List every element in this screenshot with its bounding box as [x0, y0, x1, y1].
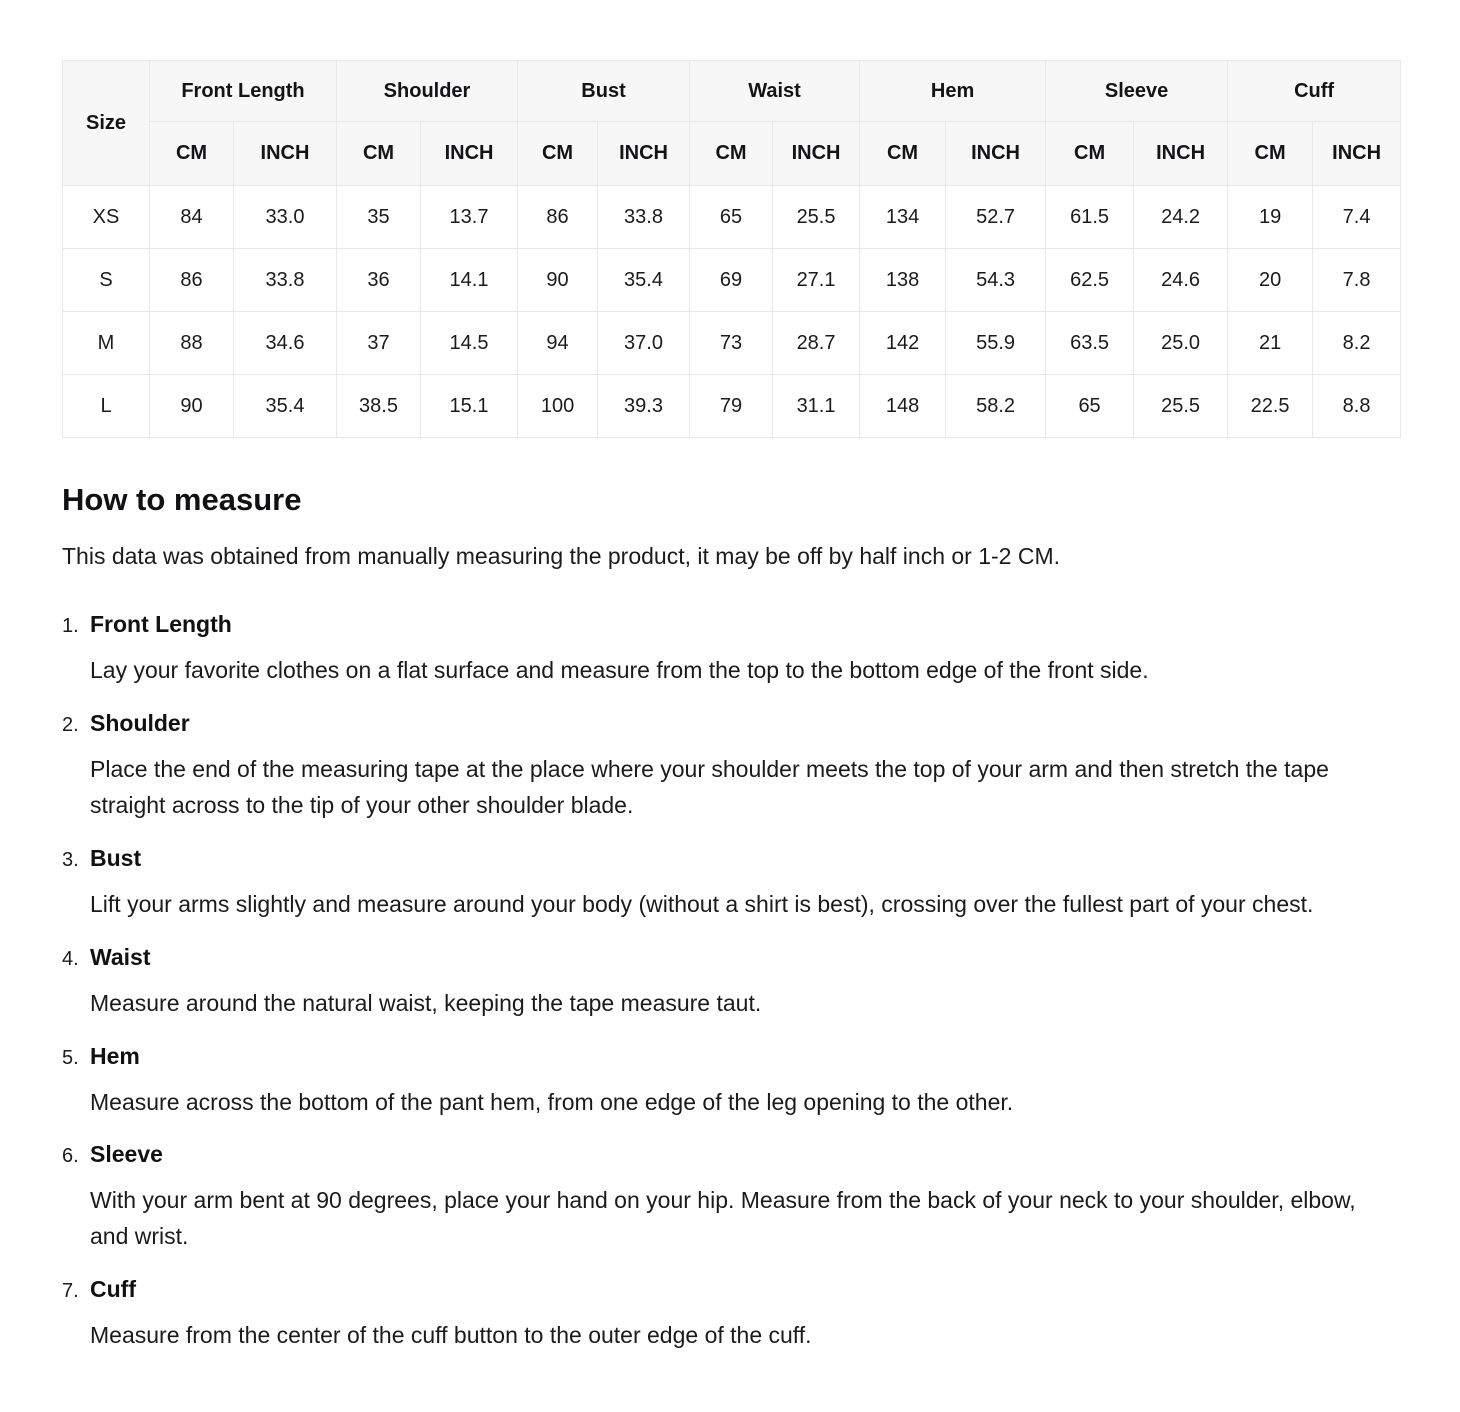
step-item-waist: [62, 942, 1400, 1022]
unit-header-sleeve-cm: CM: [1046, 122, 1134, 186]
unit-header-cuff-cm: CM: [1228, 122, 1313, 186]
step-item-cuff: [62, 1274, 1400, 1354]
unit-header-waist-cm: CM: [690, 122, 773, 186]
step-description: Lift your arms slightly and measure around your body (without a shirt is best), crossing over the fullest part of your chest.: [90, 890, 1314, 917]
step-item-sleeve: [62, 1139, 1400, 1255]
value-cell: 94: [518, 312, 598, 375]
value-cell: 19: [1228, 186, 1313, 249]
value-cell: 62.5: [1046, 249, 1134, 312]
group-header-front-length: Front Length: [150, 61, 337, 122]
value-cell: 69: [690, 249, 773, 312]
step-number: 3.: [62, 848, 79, 871]
size-cell: XS: [63, 186, 150, 249]
value-cell: 65: [1046, 375, 1134, 438]
value-cell: 33.8: [234, 249, 337, 312]
step-description: Measure across the bottom of the pant hem, from one edge of the leg opening to the other.: [90, 1088, 1014, 1115]
step-title: Front Length: [90, 611, 232, 638]
value-cell: 20: [1228, 249, 1313, 312]
value-cell: 33.8: [598, 186, 690, 249]
value-cell: 84: [150, 186, 234, 249]
value-cell: 36: [337, 249, 421, 312]
value-cell: 7.4: [1313, 186, 1401, 249]
table-row-xs: [63, 186, 1401, 249]
unit-header-sleeve-inch: INCH: [1134, 122, 1228, 186]
value-cell: 31.1: [773, 375, 860, 438]
value-cell: 15.1: [421, 375, 518, 438]
unit-header-cuff-inch: INCH: [1313, 122, 1401, 186]
unit-header-bust-cm: CM: [518, 122, 598, 186]
size-cell: L: [63, 375, 150, 438]
value-cell: 88: [150, 312, 234, 375]
value-cell: 22.5: [1228, 375, 1313, 438]
step-title: Waist: [90, 943, 151, 970]
unit-header-shoulder-cm: CM: [337, 122, 421, 186]
value-cell: 14.5: [421, 312, 518, 375]
step-description: Measure from the center of the cuff button to the outer edge of the cuff.: [90, 1322, 812, 1349]
table-row-l: [63, 375, 1401, 438]
step-number: 7.: [62, 1280, 79, 1303]
step-number: 2.: [62, 714, 79, 737]
step-item-bust: [62, 843, 1400, 923]
step-number: 4.: [62, 947, 79, 970]
value-cell: 58.2: [946, 375, 1046, 438]
step-description: Place the end of the measuring tape at the place where your shoulder meets the top of your arm and then stretch the tape straight across to the tip of your other shoulder blade.: [90, 756, 1329, 818]
unit-header-hem-cm: CM: [860, 122, 946, 186]
unit-header-bust-inch: INCH: [598, 122, 690, 186]
value-cell: 25.5: [773, 186, 860, 249]
size-column-header: Size: [63, 61, 150, 186]
value-cell: 27.1: [773, 249, 860, 312]
size-cell: M: [63, 312, 150, 375]
value-cell: 138: [860, 249, 946, 312]
group-header-shoulder: Shoulder: [337, 61, 518, 122]
step-item-hem: [62, 1041, 1400, 1121]
value-cell: 21: [1228, 312, 1313, 375]
step-title: Bust: [90, 844, 142, 871]
value-cell: 55.9: [946, 312, 1046, 375]
value-cell: 37.0: [598, 312, 690, 375]
size-chart-table: [62, 60, 1401, 438]
value-cell: 35.4: [234, 375, 337, 438]
step-number: 6.: [62, 1145, 79, 1168]
value-cell: 54.3: [946, 249, 1046, 312]
unit-header-row: [63, 122, 1401, 186]
size-cell: S: [63, 249, 150, 312]
value-cell: 33.0: [234, 186, 337, 249]
value-cell: 13.7: [421, 186, 518, 249]
group-header-sleeve: Sleeve: [1046, 61, 1228, 122]
value-cell: 7.8: [1313, 249, 1401, 312]
value-cell: 14.1: [421, 249, 518, 312]
value-cell: 8.8: [1313, 375, 1401, 438]
value-cell: 90: [150, 375, 234, 438]
how-to-measure-heading: How to measure: [62, 482, 302, 517]
step-description: With your arm bent at 90 degrees, place your hand on your hip. Measure from the back of your neck to your shoulder, elbow, and wrist.: [90, 1187, 1356, 1250]
unit-header-front-length-cm: CM: [150, 122, 234, 186]
value-cell: 63.5: [1046, 312, 1134, 375]
value-cell: 38.5: [337, 375, 421, 438]
value-cell: 39.3: [598, 375, 690, 438]
unit-header-front-length-inch: INCH: [234, 122, 337, 186]
intro-text: This data was obtained from manually measuring the product, it may be off by half inch or 1-2 CM.: [62, 542, 1061, 569]
value-cell: 34.6: [234, 312, 337, 375]
value-cell: 8.2: [1313, 312, 1401, 375]
group-header-cuff: Cuff: [1228, 61, 1401, 122]
step-number: 1.: [62, 615, 79, 638]
value-cell: 28.7: [773, 312, 860, 375]
group-header-hem: Hem: [860, 61, 1046, 122]
value-cell: 65: [690, 186, 773, 249]
value-cell: 25.5: [1134, 375, 1228, 438]
step-description: Lay your favorite clothes on a flat surface and measure from the top to the bottom edge of the front side.: [90, 657, 1149, 684]
unit-header-shoulder-inch: INCH: [421, 122, 518, 186]
table-row-s: [63, 249, 1401, 312]
group-header-bust: Bust: [518, 61, 690, 122]
value-cell: 37: [337, 312, 421, 375]
step-title: Cuff: [90, 1276, 136, 1303]
table-row-m: [63, 312, 1401, 375]
value-cell: 148: [860, 375, 946, 438]
value-cell: 35: [337, 186, 421, 249]
group-header-waist: Waist: [690, 61, 860, 122]
value-cell: 142: [860, 312, 946, 375]
value-cell: 90: [518, 249, 598, 312]
value-cell: 25.0: [1134, 312, 1228, 375]
value-cell: 86: [150, 249, 234, 312]
step-item-shoulder: [62, 708, 1400, 824]
value-cell: 52.7: [946, 186, 1046, 249]
step-title: Sleeve: [90, 1141, 163, 1168]
step-item-front-length: [62, 609, 1400, 689]
step-number: 5.: [62, 1046, 79, 1069]
step-title: Shoulder: [90, 710, 190, 737]
value-cell: 24.2: [1134, 186, 1228, 249]
value-cell: 73: [690, 312, 773, 375]
measure-steps-list: [62, 609, 1400, 1354]
unit-header-waist-inch: INCH: [773, 122, 860, 186]
group-header-row: [63, 61, 1401, 122]
value-cell: 86: [518, 186, 598, 249]
value-cell: 35.4: [598, 249, 690, 312]
value-cell: 79: [690, 375, 773, 438]
value-cell: 24.6: [1134, 249, 1228, 312]
unit-header-hem-inch: INCH: [946, 122, 1046, 186]
value-cell: 100: [518, 375, 598, 438]
step-description: Measure around the natural waist, keeping the tape measure taut.: [90, 989, 762, 1016]
step-title: Hem: [90, 1042, 140, 1069]
value-cell: 134: [860, 186, 946, 249]
value-cell: 61.5: [1046, 186, 1134, 249]
